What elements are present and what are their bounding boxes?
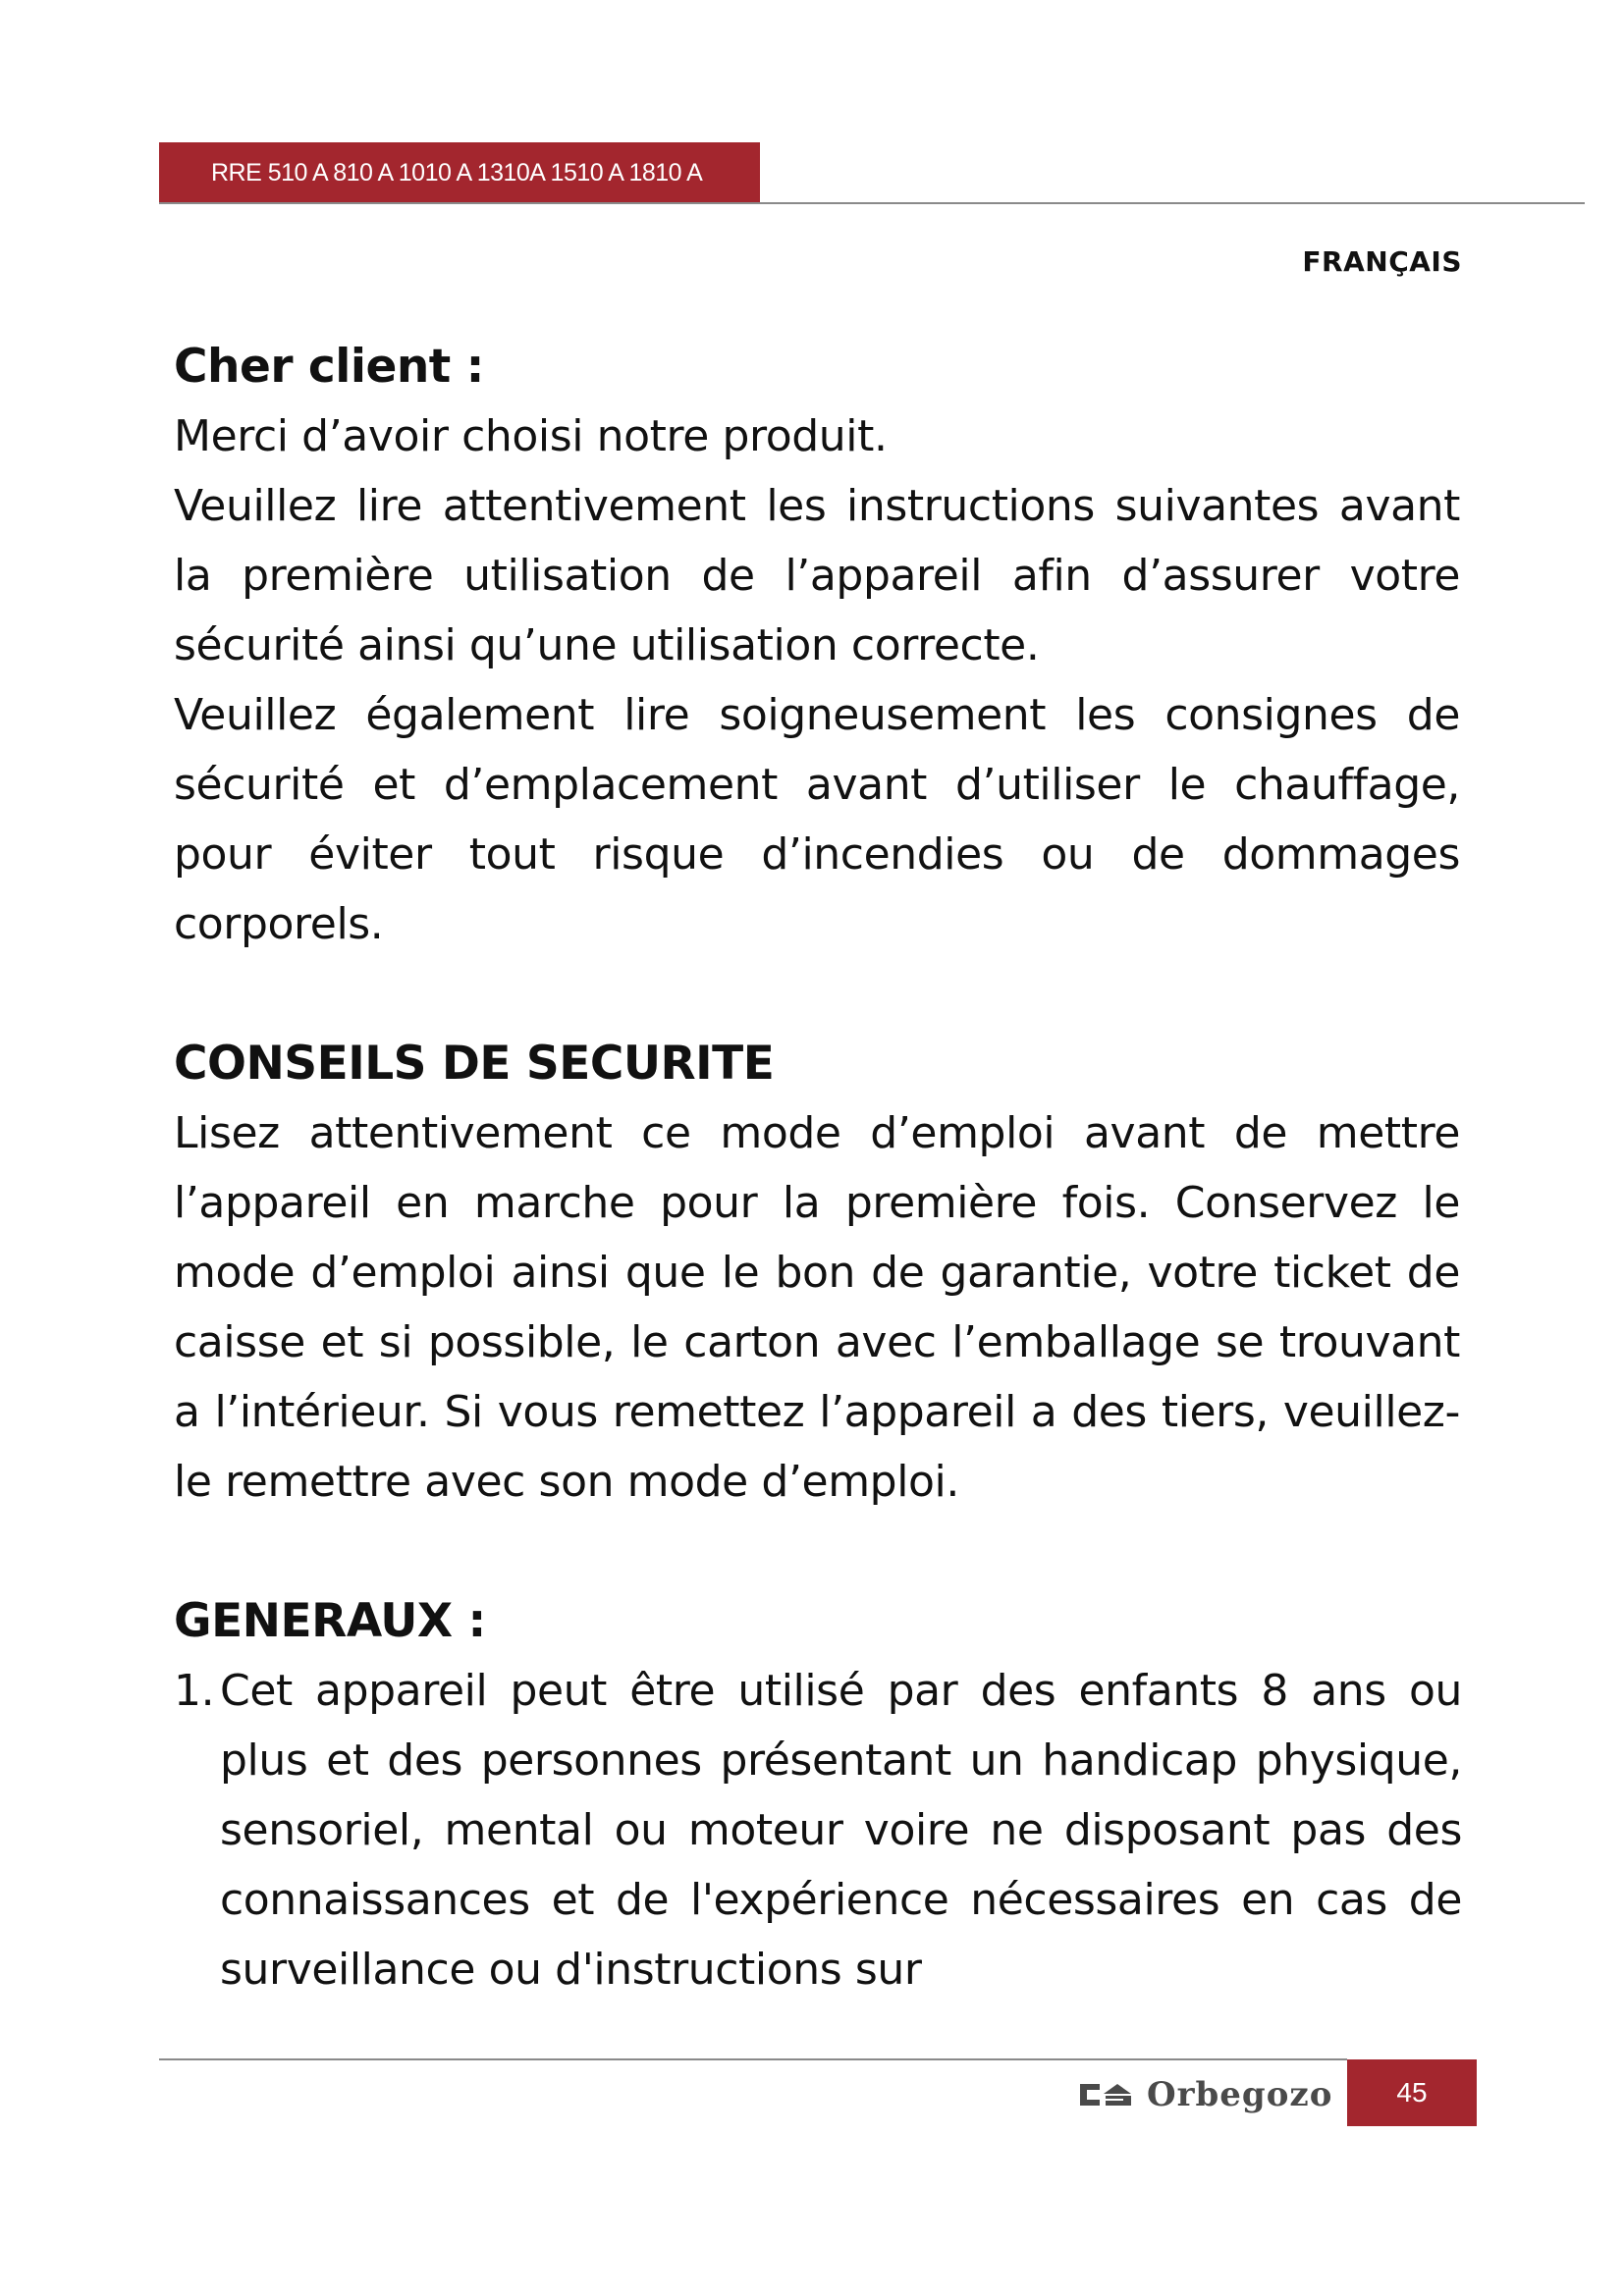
brand-logo <box>1078 2075 1332 2114</box>
intro-heading: Cher client : <box>174 340 484 394</box>
list-item <box>174 1656 1462 2004</box>
intro-paragraph-read: Veuillez lire attentivement les instructions suivantes avant la première utilisation de l’appareil afin d’assurer votre sécurité ainsi qu’une utilisation correcte. <box>174 481 1460 670</box>
page-number: 45 <box>1347 2059 1477 2126</box>
brand-name: Orbegozo <box>1147 2075 1333 2114</box>
safety-paragraph: Lisez attentivement ce mode d’emploi avant de mettre l’appareil en marche pour la première fois. Conservez le mode d’emploi ainsi que le bon de garantie, votre ticket de caisse et si possible, le carton avec l’emballage se trouvant a l’intérieur. Si vous remettez l’appareil a des tiers, veuillez-le remettre avec son mode d’emploi. <box>174 1108 1460 1507</box>
general-heading: GENERAUX : <box>174 1594 486 1648</box>
safety-heading: CONSEILS DE SECURITE <box>174 1037 775 1091</box>
list-item-number: 1. <box>174 1666 215 1716</box>
header-divider <box>159 202 1585 204</box>
model-range-banner: RRE 510 A 810 A 1010 A 1310A 1510 A 1810 A <box>159 142 760 203</box>
footer-divider <box>159 2058 1347 2060</box>
intro-paragraph-safety: Veuillez également lire soigneusement les consignes de sécurité et d’emplacement avant d’utiliser le chauffage, pour éviter tout risque d’incendies ou de dommages corporels. <box>174 690 1460 949</box>
orbegozo-logo-icon <box>1078 2080 1133 2109</box>
section-spacer <box>174 1517 1509 1586</box>
language-label: FRANÇAIS <box>1302 245 1462 278</box>
intro-paragraph-thanks: Merci d’avoir choisi notre produit. <box>174 411 888 461</box>
page-content <box>174 332 1509 2004</box>
section-spacer <box>174 959 1509 1029</box>
general-list <box>174 1656 1509 2004</box>
list-item-text: Cet appareil peut être utilisé par des enfants 8 ans ou plus et des personnes présentant un handicap physique, sensoriel, mental ou moteur voire ne disposant pas des connaissances et de l'expérience nécessaires en cas de surveillance ou d'instructions sur <box>220 1666 1462 1995</box>
